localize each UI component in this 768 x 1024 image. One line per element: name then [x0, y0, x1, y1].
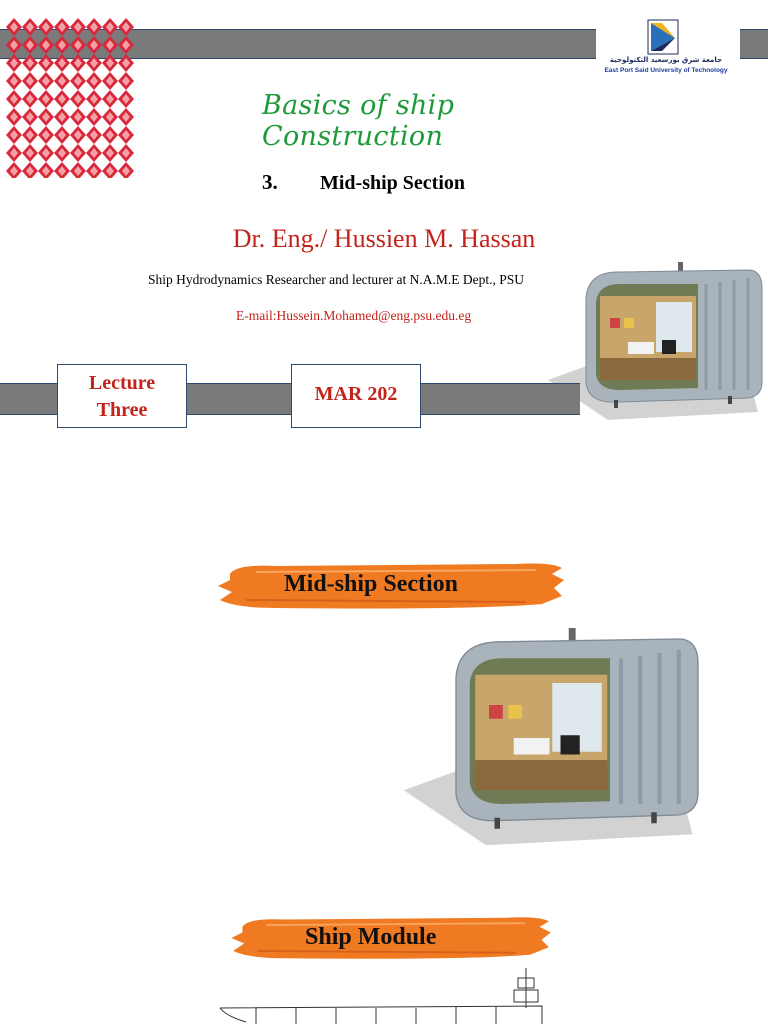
top-banner-bar-right [740, 29, 768, 59]
midship-section-heading: Mid-ship Section [284, 571, 459, 597]
red-diamond-pattern [6, 18, 134, 178]
living-module-illustration-2 [400, 628, 710, 848]
course-code: MAR 202 [314, 383, 398, 405]
lecture-box [57, 364, 187, 428]
ship-module-heading: Ship Module [305, 924, 437, 950]
living-module-illustration [548, 262, 768, 422]
university-english-name: East Port Said University of Technology [604, 67, 728, 74]
university-arabic-name: جامعة شرق بورسعيد التكنولوجية [609, 56, 723, 64]
author-name: Dr. Eng./ Hussien M. Hassan [232, 224, 536, 253]
course-code-box [291, 364, 421, 428]
lecture-label: Lecture [88, 372, 156, 394]
ship-profile-drawing [216, 964, 546, 1024]
title-line-1: Basics of ship [262, 90, 455, 121]
section-title: Mid-ship Section [320, 172, 466, 194]
author-email: E-mail:Hussein.Mohamed@eng.psu.edu.eg [236, 308, 472, 323]
presentation-title [262, 90, 454, 152]
author-affiliation: Ship Hydrodynamics Researcher and lecturer at N.A.M.E Dept., PSU [148, 272, 525, 287]
section-number: 3. [262, 170, 278, 194]
title-line-2: Construction [262, 121, 444, 152]
lecture-number: Three [96, 399, 148, 421]
